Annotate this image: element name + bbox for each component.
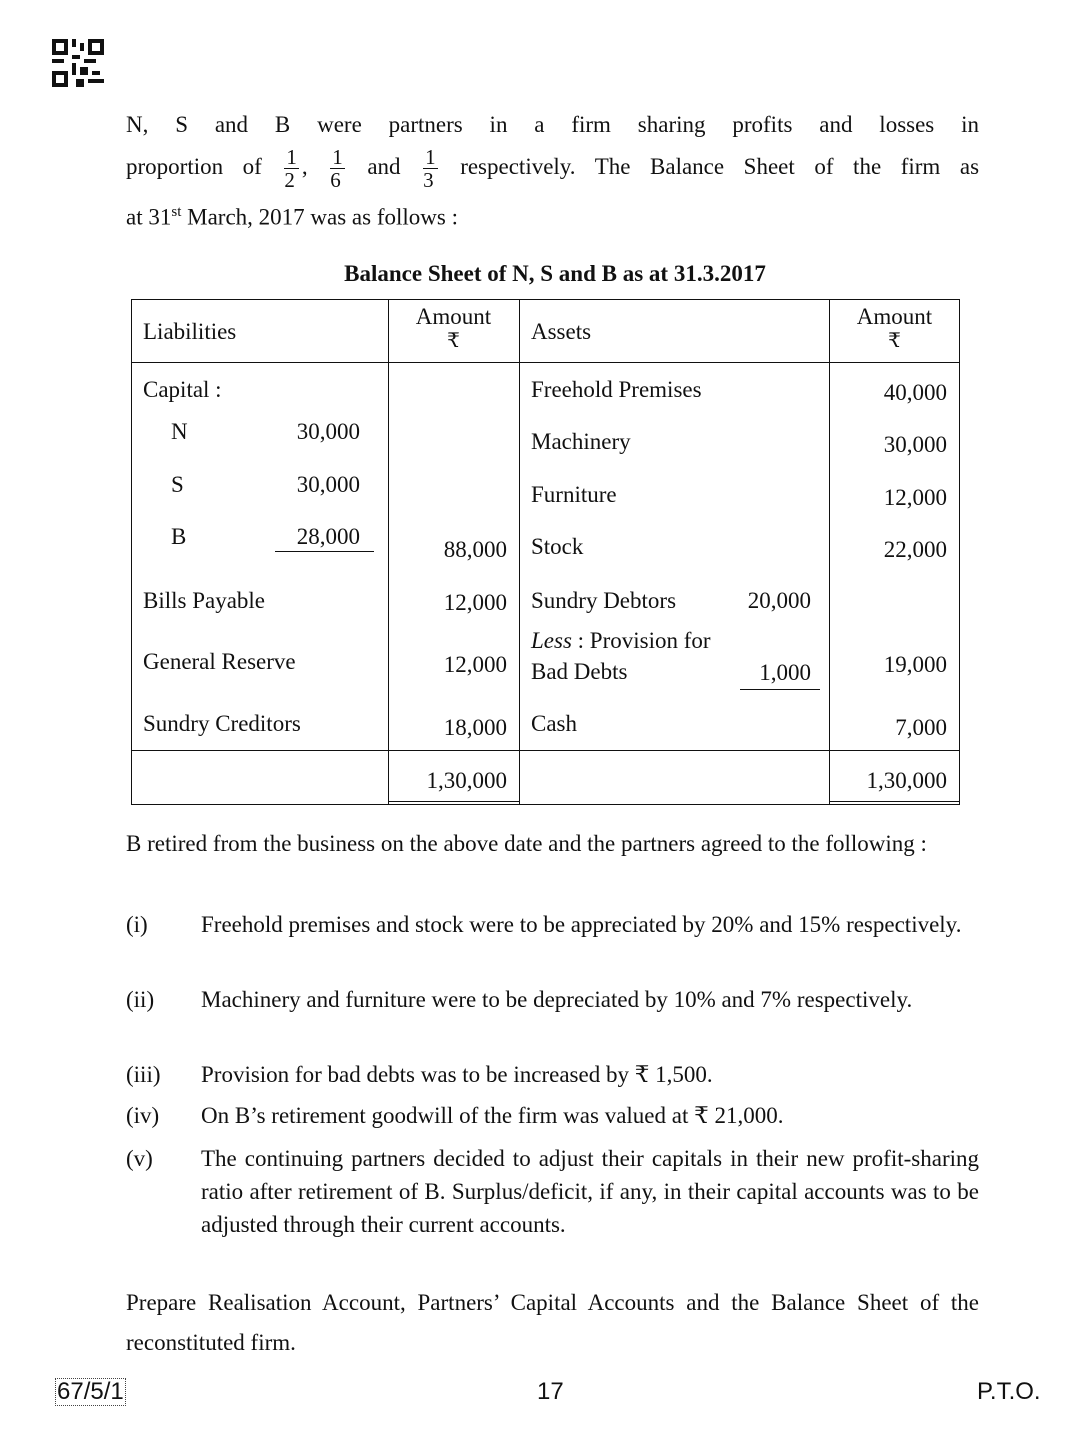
asset-amount: 30,000 (883, 432, 947, 457)
partner-capital: 30,000 (296, 472, 360, 497)
text: proportion of (126, 154, 262, 179)
liability-amount: 18,000 (443, 715, 507, 740)
liability-label: Bills Payable (143, 588, 266, 613)
numerator: 1 (286, 145, 297, 170)
list-item (126, 1099, 979, 1132)
debtors-label: Sundry Debtors (531, 588, 677, 613)
numerator: 1 (425, 145, 436, 170)
list-item (126, 983, 979, 1016)
item-text: On B’s retirement goodwill of the firm was valued at ₹ 21,000. (201, 1103, 784, 1128)
denominator: 2 (284, 168, 295, 193)
table-title: Balance Sheet of N, S and B as at 31.3.2017 (344, 261, 766, 286)
asset-amount: 22,000 (883, 537, 947, 562)
text: respectively. The Balance Sheet of the firm as (460, 154, 980, 179)
liability-amount: 12,000 (443, 652, 507, 677)
table-border (131, 299, 132, 805)
partner-capital: 28,000 (296, 524, 360, 549)
table-border (131, 299, 960, 300)
liability-label: Sundry Creditors (143, 711, 301, 736)
table-border (131, 362, 960, 363)
text: : Provision for (571, 628, 711, 653)
item-label: (iv) (126, 1103, 160, 1128)
intro-line-3 (126, 192, 979, 238)
denominator: 6 (330, 168, 341, 193)
text: at 31 (126, 204, 172, 230)
text: and (367, 154, 401, 179)
list-item (126, 908, 979, 941)
partner-name: S (171, 472, 184, 497)
double-underline (829, 801, 960, 802)
liability-amount: 12,000 (443, 590, 507, 615)
qr-code-icon (52, 38, 104, 88)
denominator: 3 (423, 168, 434, 193)
asset-amount: 12,000 (883, 485, 947, 510)
capital-total: 88,000 (443, 537, 507, 562)
fraction-n (284, 146, 299, 191)
table-border (959, 299, 960, 805)
intro-paragraph (126, 105, 979, 238)
total-assets: 1,30,000 (866, 768, 947, 793)
item-text: The continuing partners decided to adjust their capitals in their new profit-sharing ratio after retirement of B. Surplus/deficit, if any, in their capital accounts was to be adjusted through their current accounts. (201, 1146, 979, 1237)
underline (740, 689, 820, 690)
partner-capital: 30,000 (296, 419, 360, 444)
header-liabilities: Liabilities (143, 319, 237, 344)
asset-amount: 7,000 (895, 715, 947, 740)
item-label: (iii) (126, 1062, 161, 1087)
partner-name: B (171, 524, 187, 549)
intro-line-1: N, S and B were partners in a firm sharing profits and losses in (126, 112, 979, 137)
list-item (126, 1142, 979, 1241)
debtors-net-amount: 19,000 (883, 652, 947, 677)
intro-line-2: proportion of $\frac{1}{2}$ , $\frac{1}{6}$ and $\frac{1}{3}$ respectively. The Balance Sheet of the firm as (126, 145, 980, 193)
double-underline (388, 801, 519, 802)
asset-amount: 40,000 (883, 380, 947, 405)
header-currency: ₹ (888, 330, 901, 352)
provision-value: 1,000 (759, 660, 811, 685)
question-paragraph: Prepare Realisation Account, Partners’ Capital Accounts and the Balance Sheet of the reconstituted firm. (126, 1290, 979, 1355)
header-currency: ₹ (447, 330, 460, 352)
asset-label: Furniture (531, 482, 617, 507)
item-text: Freehold premises and stock were to be appreciated by 20% and 15% respectively. (201, 912, 962, 937)
total-liabilities: 1,30,000 (426, 768, 507, 793)
header-assets: Assets (531, 319, 592, 344)
fraction-s (330, 146, 345, 191)
partner-name: N (171, 419, 188, 444)
asset-label: Stock (531, 534, 584, 559)
table-border (131, 750, 960, 751)
superscript: st (171, 204, 182, 220)
less-provision-label (531, 629, 711, 652)
page-number: 17 (537, 1378, 564, 1405)
pto-label: P.T.O. (977, 1378, 1041, 1405)
liability-label: General Reserve (143, 649, 296, 674)
paper-code: 67/5/1 (57, 1378, 124, 1405)
asset-label: Machinery (531, 429, 631, 454)
header-amount: Amount (415, 304, 492, 329)
debtors-value: 20,000 (747, 588, 811, 613)
item-label: (v) (126, 1146, 153, 1171)
text: March, 2017 was as follows : (181, 204, 458, 230)
bad-debts-label: Bad Debts (531, 659, 628, 684)
table-border (131, 804, 960, 805)
item-text: Provision for bad debts was to be increased by ₹ 1,500. (201, 1062, 713, 1087)
item-label: (i) (126, 912, 148, 937)
fraction-b (423, 146, 438, 191)
header-amount: Amount (856, 304, 933, 329)
item-text: Machinery and furniture were to be depreciated by 10% and 7% respectively. (201, 987, 913, 1012)
asset-label: Cash (531, 711, 577, 736)
capital-label: Capital : (143, 377, 222, 402)
after-paragraph: B retired from the business on the above date and the partners agreed to the following : (126, 831, 927, 856)
less-text: Less (531, 628, 572, 653)
list-item (126, 1058, 979, 1091)
item-label: (ii) (126, 987, 155, 1012)
asset-label: Freehold Premises (531, 377, 702, 402)
numerator: 1 (332, 145, 343, 170)
table-border (519, 299, 520, 805)
underline (275, 551, 374, 552)
